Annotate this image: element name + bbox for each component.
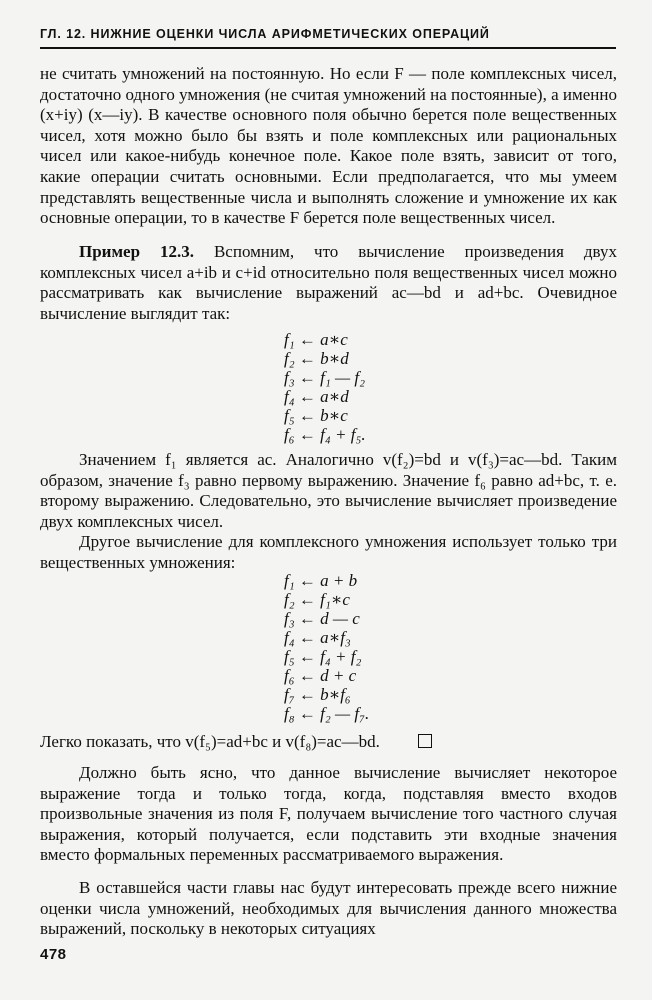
example-paragraph <box>40 242 617 324</box>
computation-1-step: f₆ ← f₄ + f₅. <box>284 425 366 444</box>
paragraph-4: Другое вычисление для комплексного умножения использует только три вещественных умножения: <box>40 532 617 572</box>
paragraph-6: В оставшейся части главы нас будут интересовать прежде всего нижние оценки числа умножений, необходимых для вычисления данного множества выражений, поскольку в некоторых ситуациях <box>40 878 617 939</box>
computation-1-step: f₅ ← b∗c <box>284 406 348 425</box>
computation-1-step: f₂ ← b∗d <box>284 349 349 368</box>
computation-1-step: f₁ ← a∗c <box>284 330 348 349</box>
paragraph-1: не считать умножений на постоянную. Но если F — поле комплексных чисел, достаточно одного умножения (не считая умножений на постоянные), а именно (x+iy) (x—iy). В качестве основного поля обычно берется поле вещественных чисел, хотя можно было бы взять и поле комплексных или рациональных чисел или какое-нибудь конечное поле. Какое поле взять, зависит от того, какие операции считать основными. Если предполагается, что мы умеем представлять вещественные числа и выполнять сложение и умножение их как основные операции, то в качестве F берется поле вещественных чисел. <box>40 64 617 228</box>
computation-2-step: f₂ ← f₁∗c <box>284 590 350 609</box>
computation-2-step: f₇ ← b∗f₆ <box>284 685 351 704</box>
end-of-proof-square-icon <box>418 734 432 748</box>
computation-2-step: f₆ ← d + c <box>284 666 357 685</box>
running-header: ГЛ. 12. НИЖНИЕ ОЦЕНКИ ЧИСЛА АРИФМЕТИЧЕСКИХ ОПЕРАЦИЙ <box>40 27 490 41</box>
final-line <box>40 731 432 753</box>
example-text: Вспомним, что вычисление произведения двух комплексных чисел a+ib и c+id относительно поля вещественных чисел можно рассматривать как вычисление выражений ac—bd и ad+bc. Очевидное вычисление выглядит так: <box>40 242 618 323</box>
page-number: 478 <box>40 946 67 963</box>
computation-2-step: f₈ ← f₂ — f₇. <box>284 704 370 723</box>
computation-2-step: f₅ ← f₄ + f₂ <box>284 647 362 666</box>
computation-1 <box>284 330 366 444</box>
paragraph-3: Значением f₁ является ac. Аналогично v(f₂)=bd и v(f₃)=ac—bd. Таким образом, значение f₃ равно первому выражению. Значение f₆ равно ad+bc, т. е. второму выражению. Следовательно, это вычисление вычисляет произведение двух комплексных чисел. <box>40 450 617 531</box>
computation-1-step: f₃ ← f₁ — f₂ <box>284 368 366 387</box>
computation-2-step: f₄ ← a∗f₃ <box>284 628 351 647</box>
header-rule <box>40 47 616 49</box>
computation-2-step: f₁ ← a + b <box>284 571 358 590</box>
final-text: Легко показать, что v(f₅)=ad+bc и v(f₈)=ac—bd. <box>40 732 380 751</box>
example-label: Пример 12.3. <box>79 242 195 261</box>
computation-2 <box>284 571 369 723</box>
paragraph-5: Должно быть ясно, что данное вычисление вычисляет некоторое выражение тогда и только тогда, когда, подставляя вместо входов произвольные значения из поля F, получаем вычисление того частного случая выражения, который получается, если подставить эти входные значения вместо формальных переменных рассматриваемого выражения. <box>40 763 617 865</box>
computation-1-step: f₄ ← a∗d <box>284 387 349 406</box>
computation-2-step: f₃ ← d — c <box>284 609 360 628</box>
